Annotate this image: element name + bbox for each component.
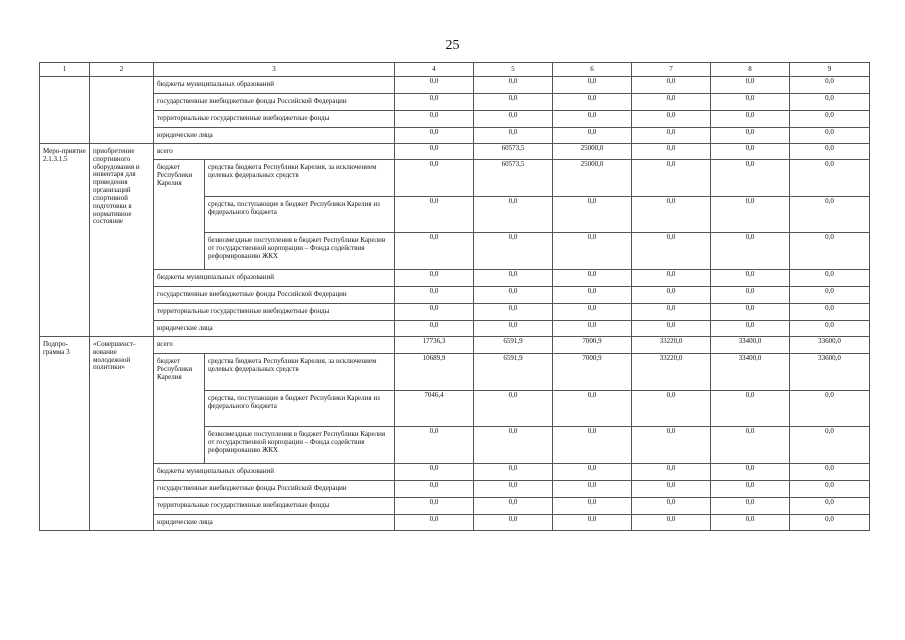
value-cell: 0,0 xyxy=(395,515,474,531)
value-cell: 0,0 xyxy=(632,427,711,464)
value-cell: 0,0 xyxy=(553,77,632,94)
table-row xyxy=(40,515,870,531)
value-cell: 0,0 xyxy=(711,233,790,270)
header-cell: 1 xyxy=(40,63,90,77)
measure-name-cell xyxy=(90,77,154,144)
value-cell: 0,0 xyxy=(632,94,711,111)
table-row xyxy=(40,464,870,481)
value-cell: 60573,5 xyxy=(474,160,553,197)
value-cell: 25000,0 xyxy=(553,144,632,160)
value-cell: 0,0 xyxy=(632,111,711,128)
funding-source-cell: юридические лица xyxy=(154,515,395,531)
header-cell: 3 xyxy=(154,63,395,77)
funding-source-cell: бюджеты муниципальных образований xyxy=(154,270,395,287)
table-row xyxy=(40,481,870,498)
funding-source-cell: всего xyxy=(154,144,395,160)
value-cell: 0,0 xyxy=(790,197,870,233)
value-cell: 0,0 xyxy=(474,233,553,270)
value-cell: 33600,0 xyxy=(790,337,870,354)
funding-subsource-cell: средства, поступающие в бюджет Республики Карелия из федерального бюджета xyxy=(205,391,395,427)
funding-source-cell: территориальные государственные внебюджетные фонды xyxy=(154,111,395,128)
value-cell: 0,0 xyxy=(632,77,711,94)
measure-name-cell: приобретение спортивного оборудования и инвентаря для приведения организаций спортивной подготовки в нормативное состояние xyxy=(90,144,154,337)
funding-subsource-cell: средства бюджета Республики Карелия, за исключением целевых федеральных средств xyxy=(205,354,395,391)
value-cell: 0,0 xyxy=(553,515,632,531)
value-cell: 0,0 xyxy=(395,427,474,464)
value-cell: 0,0 xyxy=(632,128,711,144)
header-cell: 7 xyxy=(632,63,711,77)
value-cell: 0,0 xyxy=(711,304,790,321)
value-cell: 0,0 xyxy=(395,144,474,160)
funding-source-cell: территориальные государственные внебюджетные фонды xyxy=(154,498,395,515)
value-cell: 0,0 xyxy=(711,287,790,304)
value-cell: 0,0 xyxy=(474,128,553,144)
table-row xyxy=(40,321,870,337)
value-cell: 7000,9 xyxy=(553,354,632,391)
funding-subsource-cell: средства, поступающие в бюджет Республики Карелия из федерального бюджета xyxy=(205,197,395,233)
value-cell: 60573,5 xyxy=(474,144,553,160)
value-cell: 0,0 xyxy=(790,427,870,464)
value-cell: 0,0 xyxy=(632,321,711,337)
value-cell: 0,0 xyxy=(711,160,790,197)
table-row xyxy=(40,111,870,128)
value-cell: 0,0 xyxy=(711,321,790,337)
funding-source-cell: территориальные государственные внебюджетные фонды xyxy=(154,304,395,321)
value-cell: 0,0 xyxy=(474,498,553,515)
table-row xyxy=(40,337,870,354)
value-cell: 0,0 xyxy=(790,128,870,144)
value-cell: 0,0 xyxy=(711,128,790,144)
value-cell: 0,0 xyxy=(395,464,474,481)
value-cell: 0,0 xyxy=(790,233,870,270)
value-cell: 0,0 xyxy=(474,287,553,304)
table-row xyxy=(40,304,870,321)
funding-source-cell: юридические лица xyxy=(154,321,395,337)
value-cell: 6591,9 xyxy=(474,354,553,391)
value-cell: 0,0 xyxy=(790,304,870,321)
value-cell: 0,0 xyxy=(395,498,474,515)
header-cell: 4 xyxy=(395,63,474,77)
header-cell: 8 xyxy=(711,63,790,77)
value-cell: 0,0 xyxy=(711,427,790,464)
value-cell: 0,0 xyxy=(474,515,553,531)
value-cell: 0,0 xyxy=(553,464,632,481)
header-cell: 5 xyxy=(474,63,553,77)
value-cell: 0,0 xyxy=(395,270,474,287)
value-cell: 0,0 xyxy=(395,77,474,94)
value-cell: 0,0 xyxy=(790,160,870,197)
value-cell: 0,0 xyxy=(790,464,870,481)
value-cell: 33600,0 xyxy=(790,354,870,391)
table-row xyxy=(40,77,870,94)
header-cell: 6 xyxy=(553,63,632,77)
header-cell: 9 xyxy=(790,63,870,77)
value-cell: 17736,3 xyxy=(395,337,474,354)
value-cell: 0,0 xyxy=(632,144,711,160)
value-cell: 0,0 xyxy=(632,391,711,427)
value-cell: 0,0 xyxy=(632,270,711,287)
value-cell: 0,0 xyxy=(474,391,553,427)
value-cell: 0,0 xyxy=(790,77,870,94)
measure-code-cell: Меро-приятие 2.1.3.1.5 xyxy=(40,144,90,337)
value-cell: 0,0 xyxy=(395,111,474,128)
value-cell: 0,0 xyxy=(790,270,870,287)
value-cell: 0,0 xyxy=(790,515,870,531)
value-cell: 0,0 xyxy=(632,498,711,515)
value-cell: 33400,0 xyxy=(711,337,790,354)
measure-name-cell: «Совершенст-вование молодежной политики» xyxy=(90,337,154,531)
funding-source-cell: бюджеты муниципальных образований xyxy=(154,464,395,481)
table-row xyxy=(40,287,870,304)
value-cell: 6591,9 xyxy=(474,337,553,354)
page-number: 25 xyxy=(445,38,460,53)
value-cell: 0,0 xyxy=(553,94,632,111)
funding-subsource-cell: средства бюджета Республики Карелия, за исключением целевых федеральных средств xyxy=(205,160,395,197)
value-cell: 0,0 xyxy=(711,481,790,498)
table-row xyxy=(40,270,870,287)
table-row xyxy=(40,94,870,111)
table-row xyxy=(40,128,870,144)
value-cell: 0,0 xyxy=(711,111,790,128)
value-cell: 0,0 xyxy=(474,321,553,337)
table-row xyxy=(40,498,870,515)
value-cell: 0,0 xyxy=(632,481,711,498)
value-cell: 0,0 xyxy=(474,304,553,321)
value-cell: 10689,9 xyxy=(395,354,474,391)
budget-group-cell: бюджет Республики Карелия xyxy=(154,354,205,464)
funding-source-cell: государственные внебюджетные фонды Российской Федерации xyxy=(154,287,395,304)
value-cell: 33400,0 xyxy=(711,354,790,391)
value-cell: 0,0 xyxy=(395,321,474,337)
measure-code-cell: Подпро-грамма 3 xyxy=(40,337,90,531)
table-row xyxy=(40,144,870,160)
value-cell: 0,0 xyxy=(553,321,632,337)
value-cell: 0,0 xyxy=(395,233,474,270)
value-cell: 0,0 xyxy=(711,270,790,287)
value-cell: 0,0 xyxy=(474,481,553,498)
value-cell: 0,0 xyxy=(553,304,632,321)
table-row xyxy=(40,160,870,197)
value-cell: 0,0 xyxy=(711,391,790,427)
budget-group-cell: бюджет Республики Карелия xyxy=(154,160,205,270)
value-cell: 0,0 xyxy=(790,144,870,160)
value-cell: 0,0 xyxy=(395,94,474,111)
value-cell: 33220,0 xyxy=(632,337,711,354)
value-cell: 0,0 xyxy=(632,464,711,481)
value-cell: 0,0 xyxy=(474,427,553,464)
value-cell: 0,0 xyxy=(632,160,711,197)
funding-subsource-cell: безвозмездные поступления в бюджет Республики Карелия от государственной корпорации – Фонда содействия реформированию ЖКХ xyxy=(205,233,395,270)
value-cell: 25000,0 xyxy=(553,160,632,197)
value-cell: 0,0 xyxy=(395,128,474,144)
value-cell: 0,0 xyxy=(474,94,553,111)
value-cell: 0,0 xyxy=(711,144,790,160)
value-cell: 0,0 xyxy=(632,304,711,321)
funding-source-cell: государственные внебюджетные фонды Российской Федерации xyxy=(154,94,395,111)
value-cell: 0,0 xyxy=(790,287,870,304)
value-cell: 0,0 xyxy=(790,481,870,498)
funding-source-cell: юридические лица xyxy=(154,128,395,144)
value-cell: 0,0 xyxy=(711,498,790,515)
value-cell: 0,0 xyxy=(395,197,474,233)
value-cell: 0,0 xyxy=(632,233,711,270)
value-cell: 0,0 xyxy=(395,481,474,498)
value-cell: 0,0 xyxy=(632,287,711,304)
value-cell: 0,0 xyxy=(553,197,632,233)
value-cell: 0,0 xyxy=(790,111,870,128)
value-cell: 0,0 xyxy=(553,427,632,464)
value-cell: 0,0 xyxy=(553,128,632,144)
value-cell: 33220,0 xyxy=(632,354,711,391)
value-cell: 0,0 xyxy=(553,287,632,304)
value-cell: 0,0 xyxy=(632,515,711,531)
value-cell: 7046,4 xyxy=(395,391,474,427)
funding-subsource-cell: безвозмездные поступления в бюджет Республики Карелия от государственной корпорации – Фонда содействия реформированию ЖКХ xyxy=(205,427,395,464)
value-cell: 0,0 xyxy=(711,515,790,531)
funding-source-cell: бюджеты муниципальных образований xyxy=(154,77,395,94)
header-cell: 2 xyxy=(90,63,154,77)
header-row xyxy=(40,63,870,77)
measure-code-cell xyxy=(40,77,90,144)
value-cell: 0,0 xyxy=(474,197,553,233)
value-cell: 0,0 xyxy=(711,464,790,481)
value-cell: 0,0 xyxy=(553,111,632,128)
value-cell: 0,0 xyxy=(711,197,790,233)
value-cell: 0,0 xyxy=(474,270,553,287)
value-cell: 0,0 xyxy=(553,270,632,287)
value-cell: 0,0 xyxy=(395,304,474,321)
table-row xyxy=(40,354,870,391)
funding-table xyxy=(39,62,870,531)
value-cell: 0,0 xyxy=(553,498,632,515)
value-cell: 0,0 xyxy=(790,498,870,515)
value-cell: 0,0 xyxy=(711,77,790,94)
funding-source-cell: всего xyxy=(154,337,395,354)
value-cell: 0,0 xyxy=(474,464,553,481)
value-cell: 0,0 xyxy=(553,391,632,427)
value-cell: 0,0 xyxy=(790,391,870,427)
value-cell: 0,0 xyxy=(553,481,632,498)
value-cell: 0,0 xyxy=(395,287,474,304)
funding-source-cell: государственные внебюджетные фонды Российской Федерации xyxy=(154,481,395,498)
value-cell: 7000,9 xyxy=(553,337,632,354)
value-cell: 0,0 xyxy=(553,233,632,270)
value-cell: 0,0 xyxy=(395,160,474,197)
value-cell: 0,0 xyxy=(474,111,553,128)
value-cell: 0,0 xyxy=(790,321,870,337)
value-cell: 0,0 xyxy=(632,197,711,233)
value-cell: 0,0 xyxy=(790,94,870,111)
value-cell: 0,0 xyxy=(474,77,553,94)
value-cell: 0,0 xyxy=(711,94,790,111)
